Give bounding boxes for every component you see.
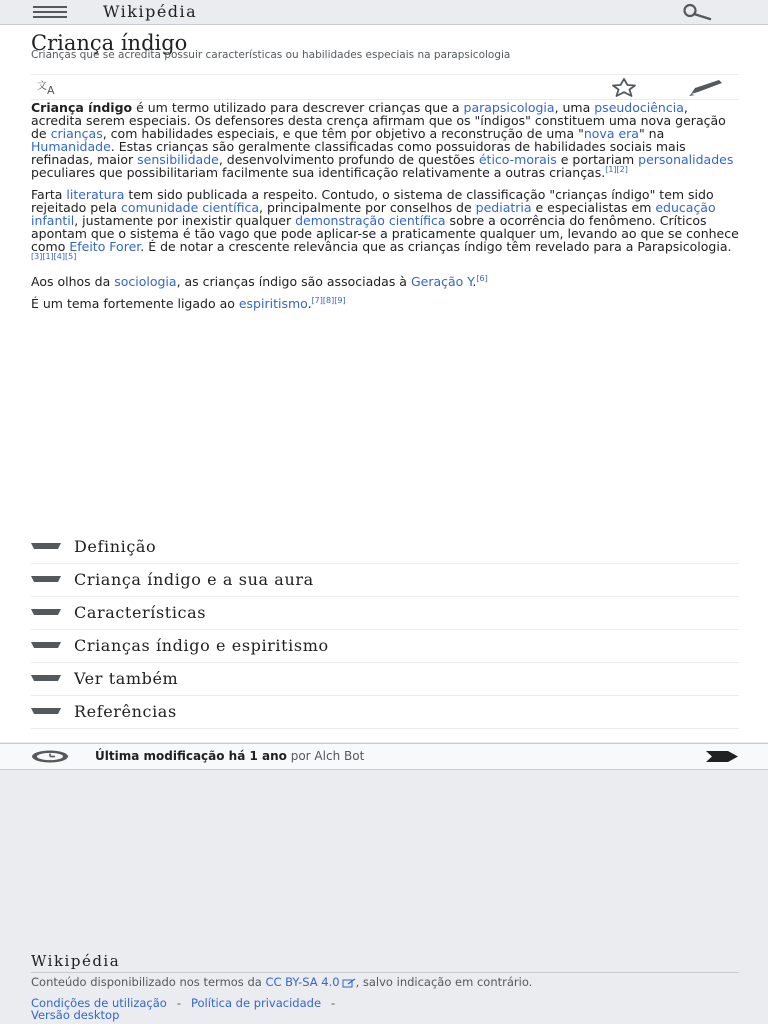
link-parapsicologia[interactable]: parapsicologia <box>463 100 555 115</box>
text: . É de notar a crescente relevância que as crianças índigo têm revelado para a Parapsicologia. <box>140 239 732 254</box>
reference-link[interactable]: [1][2] <box>605 164 628 174</box>
page-actions-bar <box>31 74 739 100</box>
footer-wordmark: Wikipédia <box>31 952 121 970</box>
text: , principalmente por conselhos de <box>259 200 476 215</box>
pencil-icon[interactable] <box>687 77 727 97</box>
section-title: Referências <box>74 702 177 721</box>
last-modified-text <box>95 749 364 763</box>
section-title: Criança índigo e a sua aura <box>74 570 314 589</box>
paragraph-2 <box>31 188 741 266</box>
link-sensibilidade[interactable]: sensibilidade <box>137 152 219 167</box>
hamburger-menu-icon[interactable] <box>33 6 67 18</box>
text: e portariam <box>556 152 639 167</box>
link-criancas[interactable]: crianças <box>50 126 103 141</box>
translate-icon[interactable] <box>37 79 63 95</box>
link-nova-era[interactable]: nova era <box>583 126 639 141</box>
star-icon[interactable] <box>609 77 639 97</box>
chevron-down-icon <box>31 675 61 683</box>
paragraph-1 <box>31 101 741 179</box>
link-sociologia[interactable]: sociologia <box>114 274 177 289</box>
text: , justamente por inexistir qualquer <box>74 213 296 228</box>
external-link-icon <box>342 978 356 988</box>
chevron-down-icon <box>31 543 61 551</box>
section-referencias[interactable] <box>31 696 739 729</box>
article-content <box>31 101 741 319</box>
link-humanidade[interactable]: Humanidade <box>31 139 111 154</box>
text: tem sido publicada a respeito. Contudo, o sistema de classificação "crianças índigo" tem sido rejeitado pela <box>31 187 714 215</box>
text: , com habilidades especiais, e que têm por objetivo a reconstrução de uma " <box>102 126 584 141</box>
section-title: Características <box>74 603 207 622</box>
section-title: Ver também <box>74 669 179 688</box>
text: é um termo utilizado para descrever crianças que a <box>132 100 464 115</box>
text: , acredita serem especiais. Os defensores desta crença afirmam que os "índigos" constituem uma nova geração de <box>31 100 726 141</box>
page-tagline: Crianças que se acredita possuir características ou habilidades especiais na parapsicologia <box>31 49 511 61</box>
section-caracteristicas[interactable] <box>31 597 739 630</box>
paragraph-4 <box>31 297 741 310</box>
chevron-down-icon <box>31 642 61 650</box>
search-icon[interactable] <box>676 3 714 21</box>
chevron-down-icon <box>31 609 61 617</box>
privacy-policy-link[interactable]: Política de privacidade <box>191 996 322 1010</box>
link-personalidades[interactable]: personalidades <box>638 152 734 167</box>
svg-text:文: 文 <box>37 81 47 92</box>
link-comunidade-cientifica[interactable]: comunidade científica <box>121 200 259 215</box>
section-list <box>31 531 739 729</box>
chevron-down-icon <box>31 708 61 716</box>
reference-link[interactable]: [3][1][4][5] <box>31 251 77 261</box>
header-bar <box>0 0 768 25</box>
license-text: , salvo indicação em contrário. <box>355 975 533 989</box>
link-geracao-y[interactable]: Geração Y <box>410 274 473 289</box>
text: Aos olhos da <box>31 274 115 289</box>
paragraph-3 <box>31 275 741 288</box>
text: . Estas crianças são geralmente classificadas como possuidoras de habilidades sociais mais refinadas, maior <box>31 139 686 167</box>
text: É um tema fortemente ligado ao <box>31 296 239 311</box>
section-ver-tambem[interactable] <box>31 663 739 696</box>
text: . <box>472 274 477 289</box>
chevron-right-icon <box>706 751 738 762</box>
footer-links <box>31 997 731 1021</box>
page-title: Criança índigo <box>31 31 188 55</box>
last-modified-time: Última modificação há 1 ano <box>95 749 287 763</box>
text: " na <box>638 126 665 141</box>
last-modified-author: por Alch Bot <box>286 749 365 763</box>
license-text: Conteúdo disponibilizado nos termos da <box>31 975 266 989</box>
text: . <box>307 296 312 311</box>
section-espiritismo[interactable] <box>31 630 739 663</box>
separator: - <box>331 996 336 1010</box>
terms-of-use-link[interactable]: Condições de utilização <box>31 996 167 1010</box>
chevron-down-icon <box>31 576 61 584</box>
reference-link[interactable]: [6] <box>476 273 488 283</box>
reference-link[interactable]: [7][8][9] <box>311 295 346 305</box>
text: Farta <box>31 187 67 202</box>
history-clock-icon <box>31 750 69 763</box>
license-link[interactable]: CC BY-SA 4.0 <box>265 975 340 989</box>
link-pseudociencia[interactable]: pseudociência <box>594 100 684 115</box>
section-definicao[interactable] <box>31 531 739 564</box>
link-pediatria[interactable]: pediatria <box>475 200 532 215</box>
text: sobre a ocorrência do fenômeno. Críticos apontam que o sistema é tão vago que pode aplicar-se a praticamente qualquer um, levando ao que se conhece como <box>31 213 739 254</box>
text: , desenvolvimento profundo de questões <box>218 152 479 167</box>
wikipedia-wordmark[interactable]: Wikipédia <box>103 2 198 21</box>
link-educacao-infantil[interactable]: educação infantil <box>31 200 716 228</box>
link-literatura[interactable]: literatura <box>66 187 125 202</box>
text: , uma <box>554 100 595 115</box>
section-title: Crianças índigo e espiritismo <box>74 636 329 655</box>
section-title: Definição <box>74 537 157 556</box>
separator: - <box>176 996 181 1010</box>
svg-text:A: A <box>47 84 55 95</box>
article-subject: Criança índigo <box>31 100 133 115</box>
text: e especialistas em <box>531 200 656 215</box>
desktop-version-link[interactable]: Versão desktop <box>31 1008 120 1022</box>
last-modified-bar[interactable] <box>0 743 768 770</box>
text: peculiares que possibilitariam facilmente sua identificação relativamente a outras crianças. <box>31 165 606 180</box>
link-espiritismo[interactable]: espiritismo <box>238 296 308 311</box>
license-notice <box>31 976 731 988</box>
link-etico-morais[interactable]: ético-morais <box>478 152 557 167</box>
footer-divider <box>31 972 739 973</box>
link-demonstracao-cientifica[interactable]: demonstração científica <box>295 213 446 228</box>
text: , as crianças índigo são associadas à <box>176 274 411 289</box>
link-efeito-forer[interactable]: Efeito Forer <box>69 239 141 254</box>
section-aura[interactable] <box>31 564 739 597</box>
